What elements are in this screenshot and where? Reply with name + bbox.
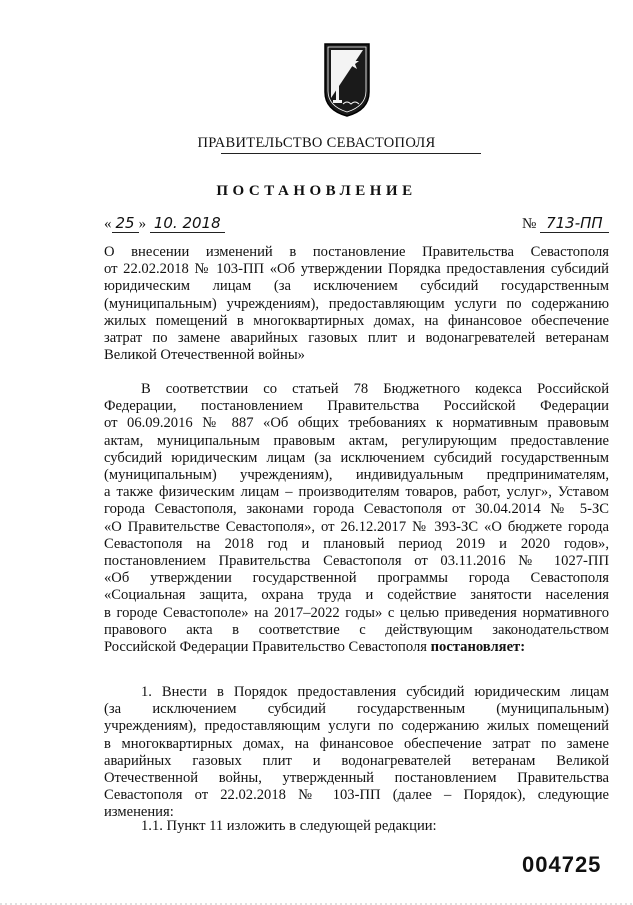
preamble-line: от 06.09.2016 № 887 «Об общих требованиях к нормативным правовым xyxy=(104,415,609,432)
subject-line: затрат по замене аварийных газовых плит и водонагревателей ветеранам xyxy=(104,330,609,347)
preamble-line: постановлением Правительства Севастополя от 03.11.2016 № 1027-ПП xyxy=(104,553,609,570)
preamble-line: Федерации, постановлением Правительства Российской Федерации xyxy=(104,398,609,415)
preamble-line: актам, муниципальным правовым актам, регулирующим предоставление xyxy=(104,432,609,449)
date-open-quote: « xyxy=(104,216,112,232)
item-1-1-line: 1.1. Пункт 11 изложить в следующей редакции: xyxy=(141,818,437,834)
preamble-line: В соответствии со статьей 78 Бюджетного кодекса Российской xyxy=(141,381,609,397)
item-1-line: изменения: xyxy=(104,804,174,821)
bottom-edge-ruler-marks xyxy=(0,897,633,905)
document-type-title: ПОСТАНОВЛЕНИЕ xyxy=(216,183,417,199)
preamble-final-line xyxy=(104,639,609,656)
subject-line: Великой Отечественной войны» xyxy=(104,347,305,364)
preamble-line: в городе Севастополе» на 2017–2022 годы» с целью приведения нормативного xyxy=(104,604,609,621)
item-1-line: (за исключением субсидий государственным (муниципальным) xyxy=(104,701,609,718)
date-day-handwritten: 25 xyxy=(112,214,139,233)
government-name-underline xyxy=(221,153,481,154)
preamble-line: а также физическим лицам – производителям товаров, работ, услуг», Уставом xyxy=(104,484,609,501)
item-1-paragraph xyxy=(104,684,609,822)
preamble-line: Севастополя на 2018 год и плановый период 2019 и 2020 годов», xyxy=(104,535,609,552)
document-date xyxy=(104,214,225,233)
date-close-quote: » xyxy=(138,216,147,232)
preamble-line: города Севастополя, законами города Севастополя от 30.04.2014 № 5-ЗС xyxy=(104,501,609,518)
preamble-line: (муниципальным) учреждениям), индивидуальным предпринимателям, xyxy=(104,467,609,484)
item-1-line: в многоквартирных домах, на финансовое обеспечение затрат по замене xyxy=(104,735,609,752)
preamble-verb: постановляет: xyxy=(430,639,526,656)
number-prefix: № xyxy=(522,216,537,232)
subject-line: О внесении изменений в постановление Правительства Севастополя xyxy=(104,244,609,260)
subject-line: юридическим лицам (за исключением субсидий государственным xyxy=(104,278,609,295)
subject-heading xyxy=(104,244,609,364)
item-1-1-paragraph xyxy=(104,818,609,835)
preamble-line: субсидий юридическим лицам (за исключением субсидий государственным xyxy=(104,449,609,466)
preamble-line: «Об утверждении государственной программы города Севастополя xyxy=(104,570,609,587)
preamble-line: «О Правительстве Севастополя», от 26.12.2017 № 393-ЗС «О бюджете города xyxy=(104,518,609,535)
government-name: ПРАВИТЕЛЬСТВО СЕВАСТОПОЛЯ xyxy=(197,135,436,151)
preamble-line: правового акта в соответствие с действующим законодательством xyxy=(104,621,609,638)
number-value-handwritten: 713-ПП xyxy=(540,214,609,233)
preamble-final-text: Российской Федерации Правительство Севастополя xyxy=(104,639,427,656)
subject-line: жилых помещений в многоквартирных домах, на финансовое обеспечение xyxy=(104,312,609,329)
item-1-line: Отечественной войны, утвержденный постановлением Правительства xyxy=(104,770,609,787)
date-month-year-handwritten: 10. 2018 xyxy=(150,214,225,233)
item-1-line: Севастополя от 22.02.2018 № 103-ПП (далее – Порядок), следующие xyxy=(104,787,609,804)
coat-of-arms-emblem xyxy=(323,40,371,118)
subject-line: от 22.02.2018 № 103-ПП «Об утверждении Порядка предоставления субсидий xyxy=(104,261,609,278)
document-number xyxy=(522,214,609,233)
item-1-line: аварийных газовых плит и водонагревателей ветеранам Великой xyxy=(104,752,609,769)
subject-line: (муниципальным) учреждениям), предоставляющим услуги по содержанию xyxy=(104,295,609,312)
preamble-paragraph xyxy=(104,381,609,656)
serial-number: 004725 xyxy=(522,852,602,877)
preamble-line: «Социальная защита, охрана труда и содействие занятости населения xyxy=(104,587,609,604)
item-1-line: 1. Внести в Порядок предоставления субсидий юридическим лицам xyxy=(141,684,609,700)
item-1-line: учреждениям), предоставляющим услуги по содержанию жилых помещений xyxy=(104,718,609,735)
